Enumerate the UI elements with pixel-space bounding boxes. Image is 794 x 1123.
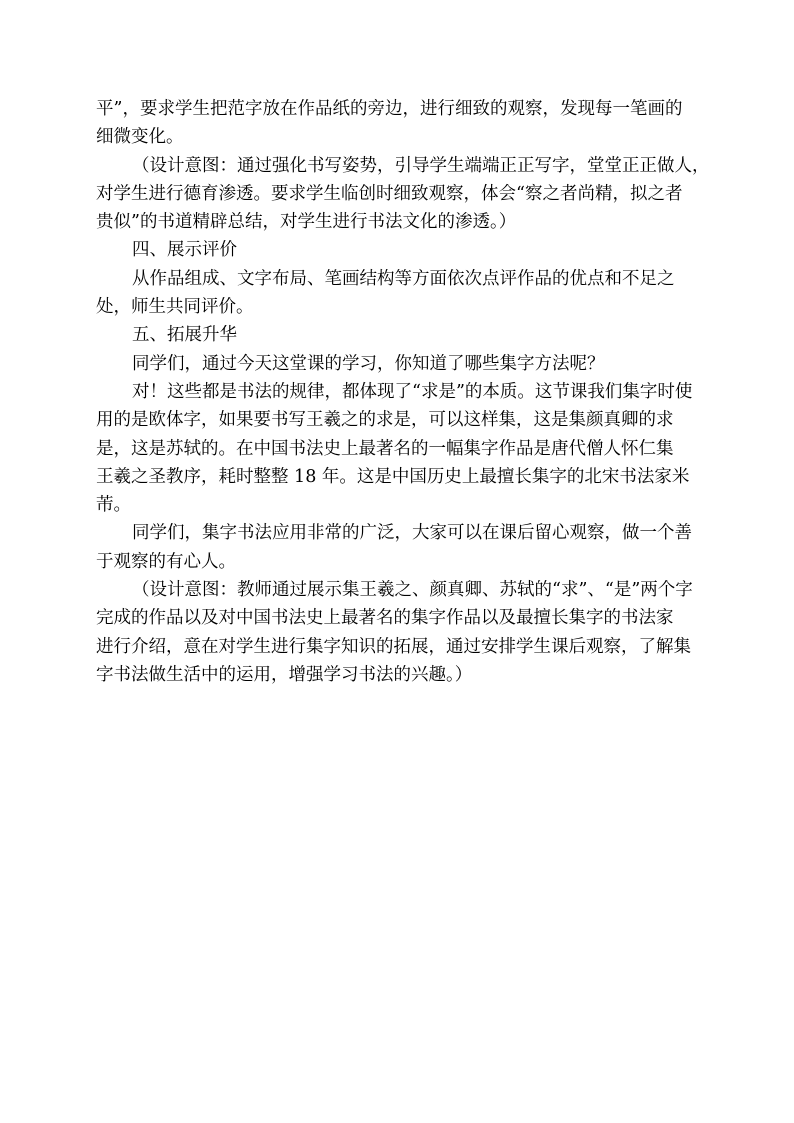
text-line: 完成的作品以及对中国书法史上最著名的集字作品以及最擅长集字的书法家 (96, 608, 674, 629)
text-line: 同学们，通过今天这堂课的学习，你知道了哪些集字方法呢？ (132, 353, 605, 374)
text-line: 字书法做生活中的运用，增强学习书法的兴趣。） (96, 664, 473, 685)
text-line: 平”，要求学生把范字放在作品纸的旁边，进行细致的观察，发现每一笔画的 (96, 99, 683, 119)
text-line: 同学们，集字书法应用非常的广泛，大家可以在课后留心观察，做一个善 (132, 523, 692, 544)
text-line: 于观察的有心人。 (96, 551, 236, 572)
section-heading: 五、拓展升华 (132, 325, 237, 346)
text-line: 从作品组成、文字布局、笔画结构等方面依次点评作品的优点和不足之 (132, 268, 675, 289)
text-line: 细微变化。 (96, 127, 184, 148)
text-line: 贵似”的书道精辟总结，对学生进行书法文化的渗透。） (96, 212, 517, 233)
text-line: 用的是欧体字，如果要书写王羲之的求是，可以这样集，这是集颜真卿的求 (96, 410, 674, 431)
section-heading: 四、展示评价 (132, 240, 237, 261)
text-line: 芾。 (96, 495, 131, 516)
text-line: （设计意图：教师通过展示集王羲之、颜真卿、苏轼的“求”、“是”两个字 (132, 580, 693, 601)
text-line: （设计意图：通过强化书写姿势，引导学生端端正正写字，堂堂正正做人， (132, 155, 710, 176)
text-line: 对学生进行德育渗透。要求学生临创时细致观察，体会“察之者尚精，拟之者 (96, 183, 683, 204)
text-line: 进行介绍，意在对学生进行集字知识的拓展，通过安排学生课后观察，了解集 (96, 636, 691, 657)
document-body (96, 95, 722, 689)
text-line: 王羲之圣教序，耗时整整 18 年。这是中国历史上最擅长集字的北宋书法家米 (96, 466, 690, 487)
text-line: 是，这是苏轼的。在中国书法史上最著名的一幅集字作品是唐代僧人怀仁集 (96, 438, 674, 459)
text-line: 处，师生共同评价。 (96, 297, 254, 318)
text-line: 对！这些都是书法的规律，都体现了“求是”的本质。这节课我们集字时使 (132, 381, 693, 402)
